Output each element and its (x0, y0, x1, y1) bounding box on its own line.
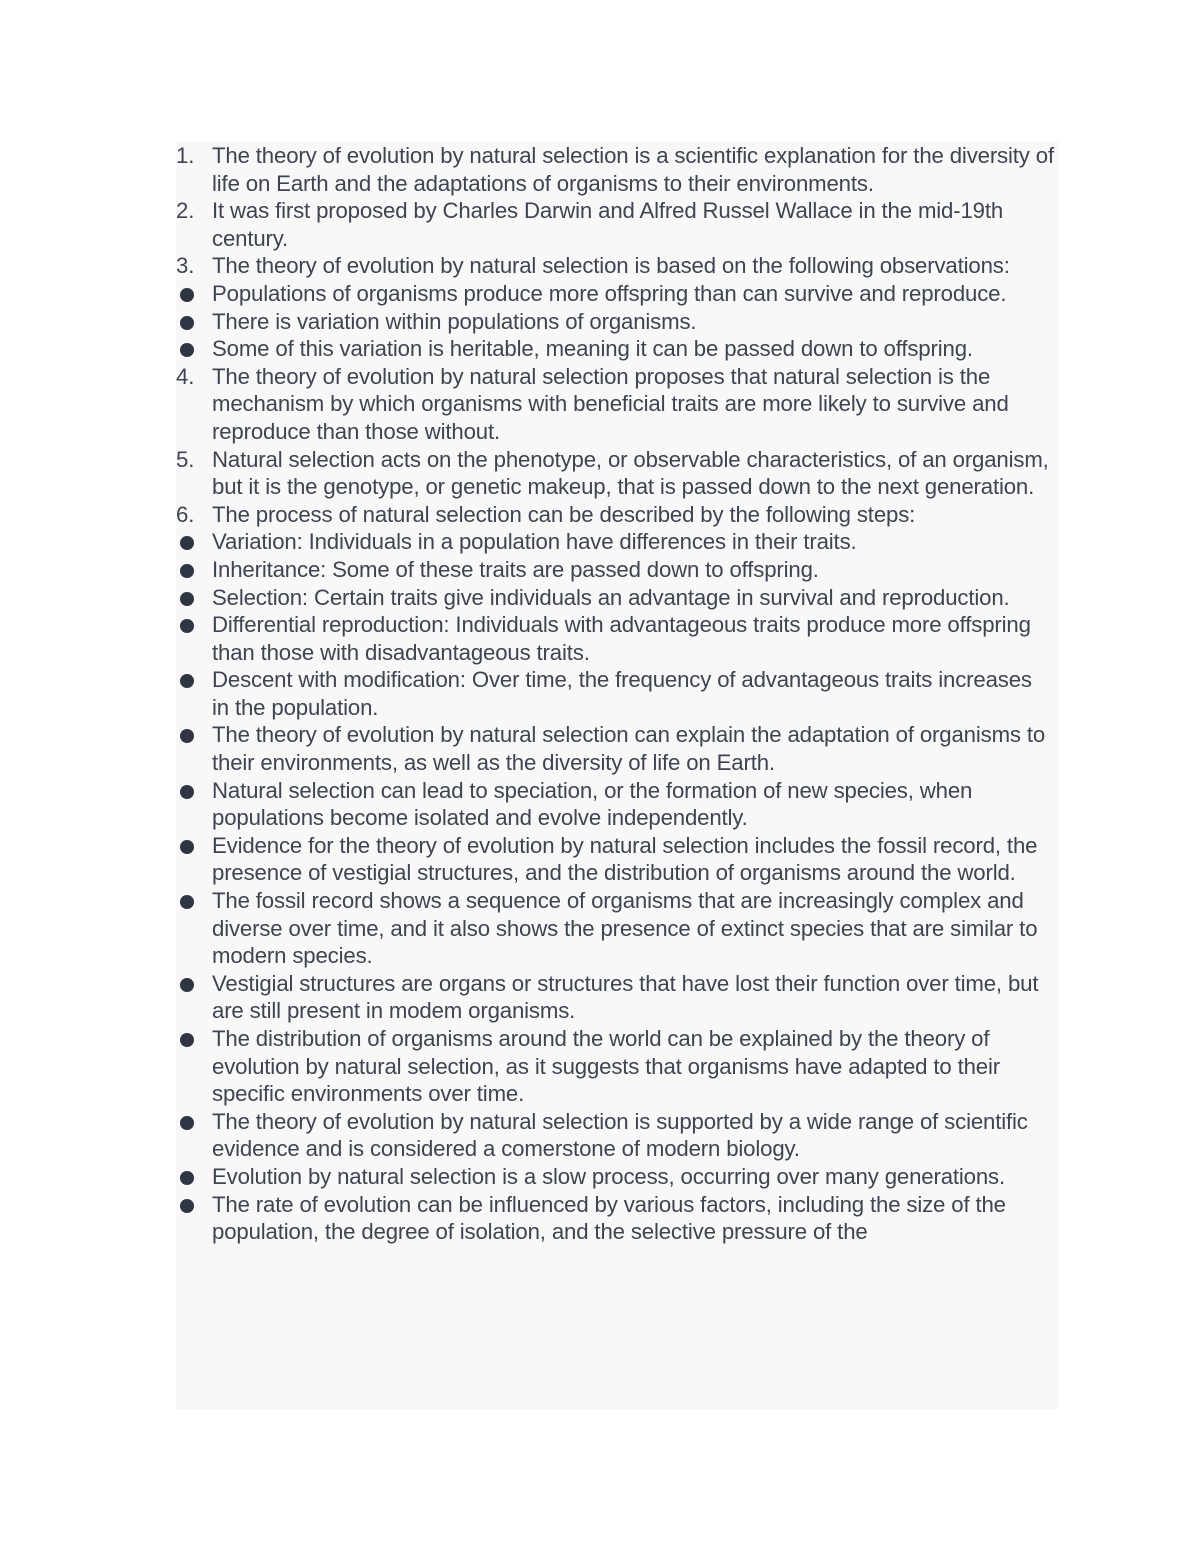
list-item-text: The theory of evolution by natural selection is a scientific explanation for the diversity of life on Earth and the adaptations of organisms to their environments. (212, 143, 1054, 196)
list-number: 5. (176, 446, 195, 472)
bullet-list-item (176, 832, 1058, 887)
list-item-text: It was first proposed by Charles Darwin and Alfred Russel Wallace in the mid-19th century. (212, 198, 1004, 251)
list-item-text: The process of natural selection can be described by the following steps: (212, 501, 916, 527)
bullet-icon (180, 1171, 194, 1185)
document-text-block (176, 141, 1058, 1409)
bullet-list-item (176, 335, 1058, 363)
document-list (176, 142, 1058, 1246)
bullet-icon (180, 619, 194, 633)
list-item-text: The distribution of organisms around the world can be explained by the theory of evolution by natural selection, as it suggests that organisms have adapted to their specific environments over time. (212, 1026, 1001, 1107)
list-number: 6. (176, 501, 195, 527)
bullet-icon (180, 316, 194, 330)
bullet-list-item (176, 721, 1058, 776)
list-item-text: Evidence for the theory of evolution by natural selection includes the fossil record, the presence of vestigial structures, and the distribution of organisms around the world. (212, 832, 1038, 886)
list-item-text: Populations of organisms produce more offspring than can survive and reproduce. (212, 280, 1007, 306)
bullet-list-item (176, 1025, 1058, 1108)
list-item-text: Evolution by natural selection is a slow process, occurring over many generations. (212, 1163, 1006, 1189)
list-item-text: Variation: Individuals in a population have differences in their traits. (212, 529, 857, 555)
bullet-icon (180, 978, 194, 992)
bullet-icon (180, 729, 194, 743)
bullet-list-item (176, 556, 1058, 584)
bullet-icon (180, 1033, 194, 1047)
bullet-list-item (176, 280, 1058, 308)
bullet-list-item (176, 308, 1058, 336)
bullet-list-item (176, 1163, 1058, 1191)
numbered-list-item (176, 446, 1058, 501)
list-item-text: Vestigial structures are organs or structures that have lost their function over time, but are still present in modem organisms. (212, 970, 1039, 1024)
bullet-icon (180, 840, 194, 854)
bullet-icon (180, 343, 194, 357)
bullet-list-item (176, 584, 1058, 612)
bullet-icon (180, 536, 194, 550)
bullet-icon (180, 1116, 194, 1130)
bullet-icon (180, 1199, 194, 1213)
numbered-list-item (176, 501, 1058, 529)
bullet-list-item (176, 887, 1058, 970)
list-item-text: Natural selection acts on the phenotype, or observable characteristics, of an organism, but it is the genotype, or genetic makeup, that is passed down to the next generation. (212, 446, 1049, 500)
bullet-list-item (176, 666, 1058, 721)
bullet-icon (180, 564, 194, 578)
list-item-text: Descent with modification: Over time, the frequency of advantageous traits increases in the population. (212, 667, 1032, 720)
list-item-text: Differential reproduction: Individuals with advantageous traits produce more offspring than those with disadvantageous traits. (212, 612, 1031, 665)
bullet-list-item (176, 1108, 1058, 1163)
list-item-text: Inheritance: Some of these traits are passed down to offspring. (212, 556, 819, 582)
list-number: 1. (176, 143, 195, 168)
bullet-icon (180, 288, 194, 302)
bullet-icon (180, 592, 194, 606)
list-item-text: The theory of evolution by natural selection proposes that natural selection is the mechanism by which organisms with beneficial traits are more likely to survive and reproduce than those without. (212, 363, 1009, 444)
bullet-list-item (176, 528, 1058, 556)
numbered-list-item (176, 142, 1058, 197)
list-item-text: Some of this variation is heritable, meaning it can be passed down to offspring. (212, 336, 973, 362)
bullet-list-item (176, 970, 1058, 1025)
list-item-text: Selection: Certain traits give individuals an advantage in survival and reproduction. (212, 584, 1010, 610)
list-item-text: The theory of evolution by natural selection is based on the following observations: (212, 253, 1010, 279)
bullet-list-item (176, 611, 1058, 666)
bullet-icon (180, 895, 194, 909)
bullet-list-item (176, 1191, 1058, 1246)
list-item-text: There is variation within populations of organisms. (212, 308, 697, 334)
numbered-list-item (176, 363, 1058, 446)
bullet-icon (180, 785, 194, 799)
numbered-list-item (176, 252, 1058, 280)
list-number: 3. (176, 253, 195, 279)
numbered-list-item (176, 197, 1058, 252)
list-item-text: The fossil record shows a sequence of organisms that are increasingly complex and diverse over time, and it also shows the presence of extinct species that are similar to modern species. (212, 888, 1038, 969)
list-item-text: The theory of evolution by natural selection is supported by a wide range of scientific evidence and is considered a comerstone of modern biology. (212, 1108, 1028, 1162)
list-number: 2. (176, 198, 195, 224)
bullet-list-item (176, 777, 1058, 832)
bullet-icon (180, 674, 194, 688)
list-item-text: The theory of evolution by natural selection can explain the adaptation of organisms to their environments, as well as the diversity of life on Earth. (212, 722, 1046, 776)
list-item-text: Natural selection can lead to speciation, or the formation of new species, when populations become isolated and evolve independently. (212, 777, 973, 831)
list-number: 4. (176, 363, 195, 389)
list-item-text: The rate of evolution can be influenced by various factors, including the size of the population, the degree of isolation, and the selective pressure of the (212, 1191, 1006, 1245)
